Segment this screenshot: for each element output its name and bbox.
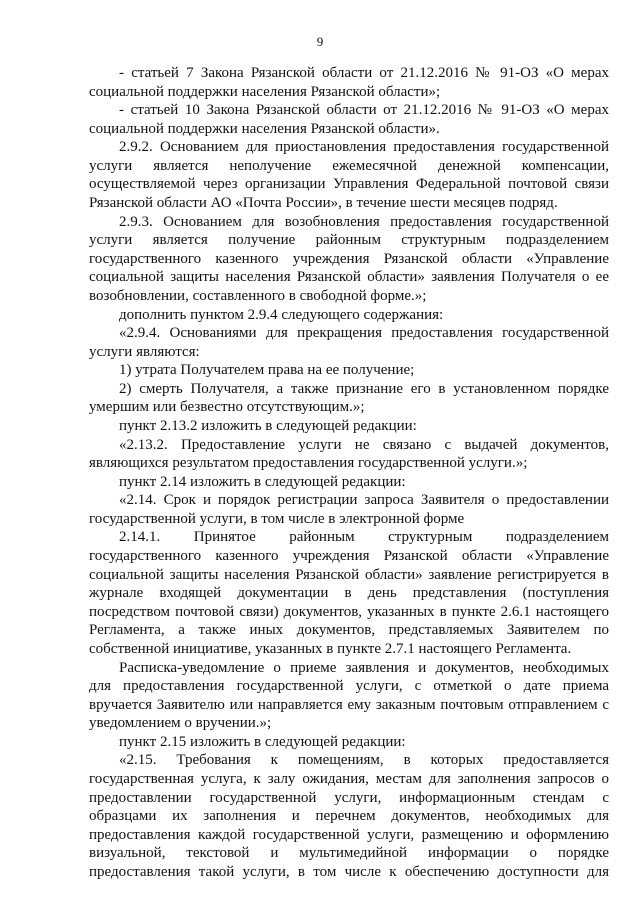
text-line: 1) утрата Получателем права на ее получение; [119,362,415,379]
text-line: государственная услуга, к залу ожидания, местам для заполнения запросов о [89,770,609,787]
text-line: социальной защиты населения Рязанской области» заявление регистрируется в [89,566,609,583]
text-line: услуги является неполучение ежемесячной денежной компенсации, [89,157,609,174]
text-line: социальной защиты населения Рязанской области» заявления Получателя о ее [89,269,609,286]
text-line: 2.9.3. Основанием для возобновления предоставления государственной [119,213,609,230]
text-line: визуальной, текстовой и мультимедийной информации о порядке [89,845,609,862]
text-line: предоставления такой услуги, в том числе к обеспечению доступности для [89,863,609,880]
text-line: вручается Заявителю или направляется ему заказным почтовым отправлением с [89,696,609,713]
text-line: посредством почтовой связи) документов, указанных в пункте 2.6.1 настоящего [89,603,609,620]
text-line: социальной поддержки населения Рязанской области». [89,120,440,137]
text-line: дополнить пунктом 2.9.4 следующего содержания: [119,306,444,323]
text-line: государственной услуги, в том числе в электронной форме [89,510,465,527]
text-line: 2.14.1. Принятое районным структурным подразделением [119,529,609,546]
text-line: пункт 2.15 изложить в следующей редакции: [119,733,406,750]
text-line: являющихся результатом предоставления государственной услуги.»; [89,455,528,472]
text-line: возобновлении, составленного в свободной форме.»; [89,287,427,304]
text-line: «2.14. Срок и порядок регистрации запроса Заявителя о предоставлении [119,492,609,509]
text-line: Рязанской области АО «Почта России», в течение шести месяцев подряд. [89,195,558,212]
page-number: 9 [316,34,324,49]
text-line: государственного казенного учреждения Рязанской области «Управление [89,548,609,565]
text-line: 2) смерть Получателя, а также признание его в установленном порядке [119,380,609,397]
text-line: Расписка-уведомление о приеме заявления и документов, необходимых [119,659,609,676]
text-line: услуги являются: [89,343,200,360]
text-line: умершим или безвестно отсутствующим.»; [89,399,365,416]
text-line: «2.15. Требования к помещениям, в которых предоставляется [119,752,609,769]
document-body [89,64,609,881]
text-line: 2.9.2. Основанием для приостановления предоставления государственной [119,139,609,156]
text-line: - статьей 10 Закона Рязанской области от 21.12.2016 № 91-ОЗ «О мерах [119,102,609,119]
text-line: для предоставления государственной услуги, с отметкой о дате приема [89,678,609,695]
text-line: пункт 2.14 изложить в следующей редакции: [119,473,406,490]
text-line: услуги является получение районным структурным подразделением [89,232,609,249]
text-line: уведомлением о вручении.»; [89,715,272,732]
text-line: журнале входящей документации в день представления (поступления [89,585,609,602]
text-line: пункт 2.13.2 изложить в следующей редакции: [119,417,417,434]
text-line: осуществляемой через организации Управления Федеральной почтовой связи [89,176,609,193]
text-line: образцами их заполнения и перечнем документов, необходимых для [89,808,609,825]
text-line: «2.9.4. Основаниями для прекращения предоставления государственной [119,325,609,342]
text-line: собственной инициативе, указанных в пункте 2.7.1 настоящего Регламента. [89,640,572,657]
text-line: социальной поддержки населения Рязанской области»; [89,83,441,100]
text-line: предоставления каждой государственной услуги, размещению и оформлению [89,826,609,843]
text-line: «2.13.2. Предоставление услуги не связано с выдачей документов, [119,436,609,453]
text-line: предоставлении государственной услуги, информационным стендам с [89,789,609,806]
text-line: Регламента, а также иных документов, представляемых Заявителем по [89,622,609,639]
text-line: государственного казенного учреждения Рязанской области «Управление [89,250,609,267]
text-line: - статьей 7 Закона Рязанской области от 21.12.2016 № 91-ОЗ «О мерах [119,65,609,81]
